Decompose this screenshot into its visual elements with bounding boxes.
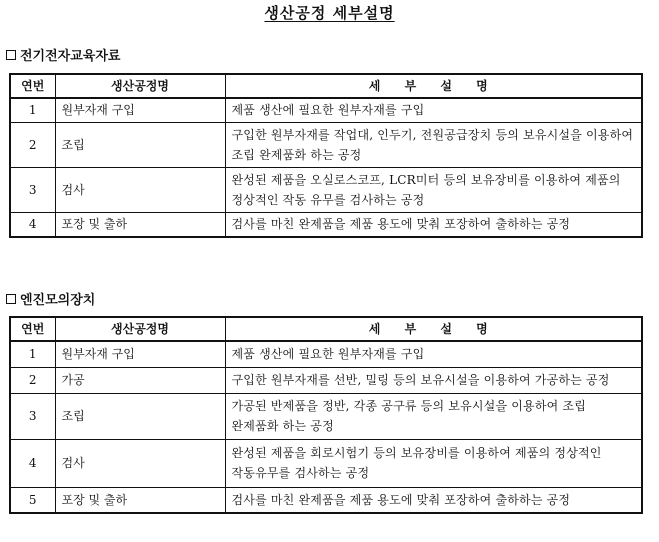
row-description: 가공된 반제품을 정반, 각종 공구류 등의 보유시설을 이용하여 조립 완제품화 하는 공정: [225, 393, 642, 439]
table-row: [10, 167, 642, 212]
table-row: [10, 439, 642, 487]
process-table-electronics: [9, 73, 643, 238]
header-no: 연번: [10, 317, 55, 341]
table-row: [10, 367, 642, 393]
checkbox-square-icon: [6, 294, 16, 304]
row-description: 검사를 마친 완제품을 제품 용도에 맞춰 포장하여 출하하는 공정: [225, 212, 642, 237]
row-description: 제품 생산에 필요한 원부자재를 구입: [225, 98, 642, 122]
row-description: 구입한 원부자재를 작업대, 인두기, 전원공급장치 등의 보유시설을 이용하여 조립 완제품화 하는 공정: [225, 122, 642, 167]
row-description: 완성된 제품을 회로시험기 등의 보유장비를 이용하여 제품의 정상적인 작동유무를 검사하는 공정: [225, 439, 642, 487]
row-process: 원부자재 구입: [55, 341, 225, 367]
table-row: [10, 122, 642, 167]
table-row: [10, 487, 642, 513]
document-title-text: 생산공정 세부설명: [264, 4, 395, 22]
row-process: 원부자재 구입: [55, 98, 225, 122]
table-row: [10, 393, 642, 439]
row-no: 3: [10, 167, 55, 212]
row-no: 1: [10, 341, 55, 367]
row-process: 검사: [55, 439, 225, 487]
table-header-row: [10, 74, 642, 98]
table-header-row: [10, 317, 642, 341]
table-row: [10, 98, 642, 122]
row-no: 5: [10, 487, 55, 513]
header-description: 세 부 설 명: [225, 317, 642, 341]
row-description: 구입한 원부자재를 선반, 밀링 등의 보유시설을 이용하여 가공하는 공정: [225, 367, 642, 393]
header-process: 생산공정명: [55, 317, 225, 341]
process-table-engine: [9, 316, 643, 514]
section-heading-text: 엔진모의장치: [20, 293, 96, 308]
row-description: 검사를 마친 완제품을 제품 용도에 맞춰 포장하여 출하하는 공정: [225, 487, 642, 513]
row-process: 가공: [55, 367, 225, 393]
row-process: 포장 및 출하: [55, 487, 225, 513]
row-description: 제품 생산에 필요한 원부자재를 구입: [225, 341, 642, 367]
header-no: 연번: [10, 74, 55, 98]
row-no: 1: [10, 98, 55, 122]
header-description: 세 부 설 명: [225, 74, 642, 98]
row-process: 조립: [55, 393, 225, 439]
document-title: [0, 2, 659, 23]
row-no: 2: [10, 122, 55, 167]
row-no: 3: [10, 393, 55, 439]
row-no: 4: [10, 439, 55, 487]
table-row: [10, 212, 642, 237]
table-row: [10, 341, 642, 367]
row-no: 2: [10, 367, 55, 393]
row-process: 조립: [55, 122, 225, 167]
row-description: 완성된 제품을 오실로스코프, LCR미터 등의 보유장비를 이용하여 제품의 정상적인 작동 유무를 검사하는 공정: [225, 167, 642, 212]
section-heading-engine: [6, 289, 95, 308]
checkbox-square-icon: [6, 50, 16, 60]
section-heading-electronics: [6, 45, 120, 64]
header-process: 생산공정명: [55, 74, 225, 98]
row-process: 검사: [55, 167, 225, 212]
row-process: 포장 및 출하: [55, 212, 225, 237]
section-heading-text: 전기전자교육자료: [20, 49, 121, 64]
row-no: 4: [10, 212, 55, 237]
